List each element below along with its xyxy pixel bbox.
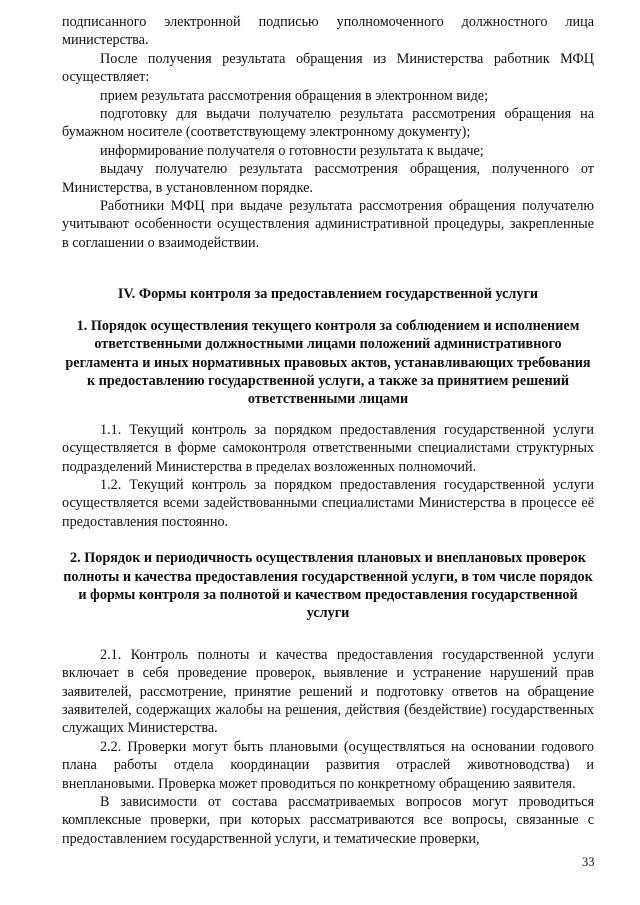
paragraph: 2.2. Проверки могут быть плановыми (осуществляться на основании годового плана работы отдела координации развития отраслей животноводства) и внеплановыми. Проверка может проводиться по конкретному обращению заявителя.	[62, 738, 594, 792]
page-number: 33	[582, 855, 595, 869]
list-item: подготовку для выдачи получателю результата рассмотрения обращения на бумажном носителе (соответствующему электронному документу);	[62, 106, 594, 141]
paragraph: 1.1. Текущий контроль за порядком предоставления государственной услуги осуществляется в форме самоконтроля ответственными специалистами структурных подразделений Министерства в пределах возложенных полномочий.	[62, 421, 594, 475]
section-heading: IV. Формы контроля за предоставлением государственной услуги	[117, 286, 539, 303]
list-item: прием результата рассмотрения обращения в электронном виде;	[100, 87, 489, 104]
paragraph: После получения результата обращения из Министерства работник МФЦ осуществляет:	[62, 50, 594, 86]
paragraph: 2.1. Контроль полноты и качества предоставления государственной услуги включает в себя проведение проверок, выявление и устранение нарушений прав заявителей, рассмотрение, принятие решений и подготовку ответов на обращение заявителей, содержащих жалобы на решения, действия (бездействие) государственных служащих Министерства.	[62, 646, 594, 737]
paragraph: В зависимости от состава рассматриваемых вопросов могут проводиться комплексные проверки, при которых рассматриваются все вопросы, связанные с предоставлением государственной услуги, и тематические проверки,	[62, 794, 594, 847]
paragraph: 1.2. Текущий контроль за порядком предоставления государственной услуги осуществляется всеми задействованными специалистами Министерства в процессе её предоставления постоянно.	[62, 476, 594, 530]
subsection-heading: 1. Порядок осуществления текущего контроля за соблюдением и исполнением ответственными должностными лицами положений административного регламента и иных нормативных правовых актов, устанавливающих требования к предоставлению государственной услуги, а также за принятием решений ответственными лицами	[65, 317, 591, 408]
list-item: выдачу получателю результата рассмотрения обращения, полученного от Министерства, в установленном порядке.	[62, 161, 594, 196]
paragraph-continuation: подписанного электронной подписью уполномоченного должностного лица министерства.	[62, 14, 594, 49]
list-item: информирование получателя о готовности результата к выдаче;	[100, 142, 484, 159]
subsection-heading: 2. Порядок и периодичность осуществления плановых и внеплановых проверок полноты и качества предоставления государственной услуги, в том числе порядок и формы контроля за полнотой и качеством предоставления государственной услуги	[63, 550, 593, 622]
paragraph: Работники МФЦ при выдаче результата рассмотрения обращения получателю учитывают особенности осуществления административной процедуры, закрепленные в соглашении о взаимодействии.	[62, 198, 594, 251]
page-content	[62, 13, 594, 848]
